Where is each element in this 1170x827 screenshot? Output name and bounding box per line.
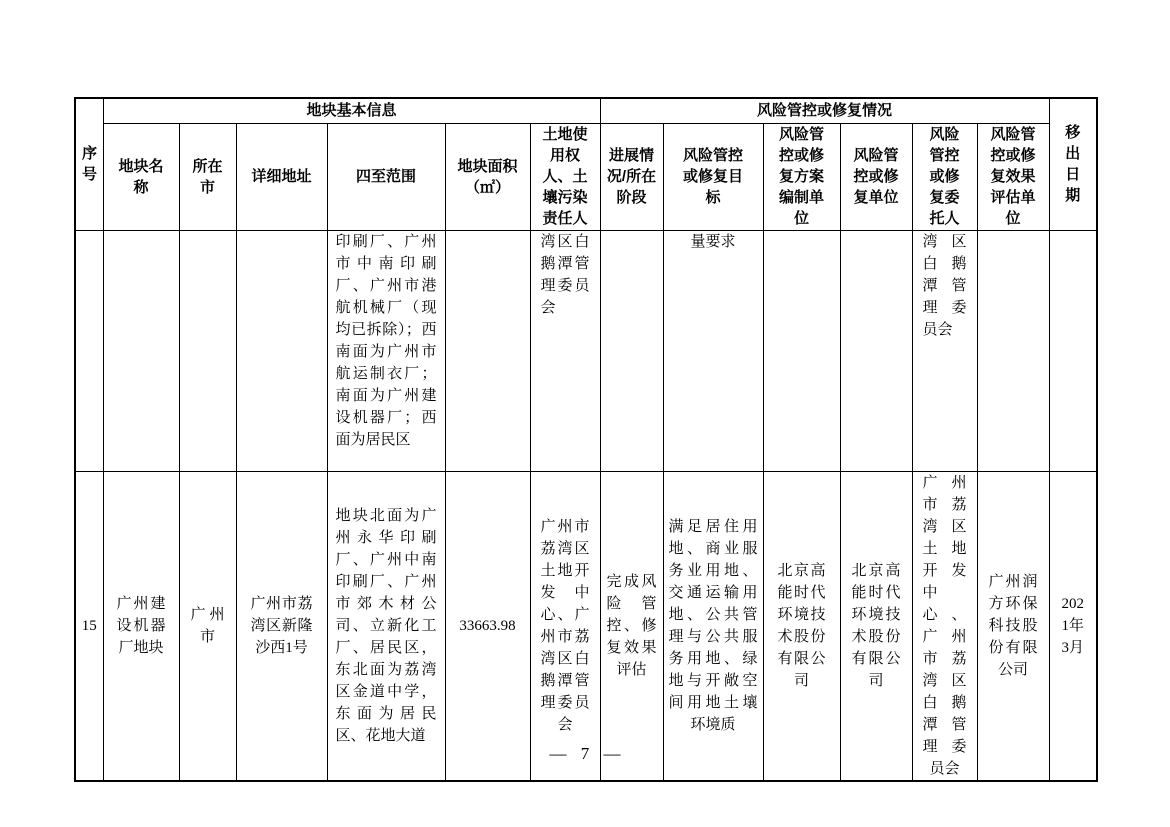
col-header-assessment-unit: 风险管控或修复效果评估单位 (977, 123, 1049, 230)
col-header-remediation-unit: 风险管控或修复单位 (840, 123, 912, 230)
group-header-row (75, 98, 1097, 123)
col-header-target: 风险管控或修复目标 (663, 123, 763, 230)
cell-progress: 完成风险管控、修复效果评估 (600, 471, 663, 781)
col-header-plan-unit: 风险管控或修复方案编制单位 (763, 123, 840, 230)
cell-client: 湾区白鹅潭管理委员会 (912, 230, 977, 471)
land-parcel-table (74, 97, 1098, 782)
cell-target: 满足居住用地、商业服务业用地、交通运输用地、公共管理与公共服务用地、绿地与开敞空间用地土壤环境质 (663, 471, 763, 781)
col-header-client: 风险管控或修复委托人 (912, 123, 977, 230)
cell-boundary: 印刷厂、广州市中南印刷厂、广州市港航机械厂（现均已拆除）；西南面为广州市航运制衣厂；南面为广州建设机器厂；西面为居民区 (327, 230, 445, 471)
cell-area (445, 230, 530, 471)
cell-parcel-name (103, 230, 179, 471)
cell-client: 广州市荔湾区土地开发中心、广州市荔湾区白鹅潭管理委员会 (912, 471, 977, 781)
cell-serial: 15 (75, 471, 103, 781)
cell-city (179, 230, 236, 471)
cell-parcel-name: 广州建设机器厂地块 (103, 471, 179, 781)
cell-plan-unit: 北京高能时代环境技术股份有限公司 (763, 471, 840, 781)
header-basic-info-group: 地块基本信息 (103, 98, 600, 123)
cell-land-user: 广州市荔湾区土地开发中心、广州市荔湾区白鹅潭管理委员会 (530, 471, 600, 781)
header-risk-info-group: 风险管控或修复情况 (600, 98, 1049, 123)
cell-assessment-unit (977, 230, 1049, 471)
cell-serial (75, 230, 103, 471)
cell-remediation-unit: 北京高能时代环境技术股份有限公司 (840, 471, 912, 781)
table-row-15 (75, 471, 1097, 781)
cell-city: 广州市 (179, 471, 236, 781)
cell-progress (600, 230, 663, 471)
table-row-continuation (75, 230, 1097, 471)
cell-target: 量要求 (663, 230, 763, 471)
col-header-area: 地块面积（㎡） (445, 123, 530, 230)
header-removal-date: 移出日期 (1049, 98, 1097, 230)
cell-removal-date: 2021年3月 (1049, 471, 1097, 781)
cell-address: 广州市荔湾区新隆沙西1号 (236, 471, 327, 781)
col-header-progress: 进展情况/所在阶段 (600, 123, 663, 230)
cell-assessment-unit: 广州润方环保科技股份有限公司 (977, 471, 1049, 781)
col-header-boundary: 四至范围 (327, 123, 445, 230)
cell-plan-unit (763, 230, 840, 471)
col-header-land-user: 土地使用权人、土壤污染责任人 (530, 123, 600, 230)
column-header-row (75, 123, 1097, 230)
col-header-city: 所在市 (179, 123, 236, 230)
cell-address (236, 230, 327, 471)
col-header-address: 详细地址 (236, 123, 327, 230)
cell-boundary: 地块北面为广州永华印刷厂、广州中南印刷厂、广州市郊木材公司、立新化工厂、居民区，东北面为荔湾区金道中学，东面为居民区、花地大道 (327, 471, 445, 781)
header-serial: 序号 (75, 98, 103, 230)
cell-land-user: 湾区白鹅潭管理委员会 (530, 230, 600, 471)
cell-removal-date (1049, 230, 1097, 471)
cell-area: 33663.98 (445, 471, 530, 781)
cell-remediation-unit (840, 230, 912, 471)
col-header-parcel-name: 地块名称 (103, 123, 179, 230)
page-number: — 7 — (549, 744, 621, 763)
